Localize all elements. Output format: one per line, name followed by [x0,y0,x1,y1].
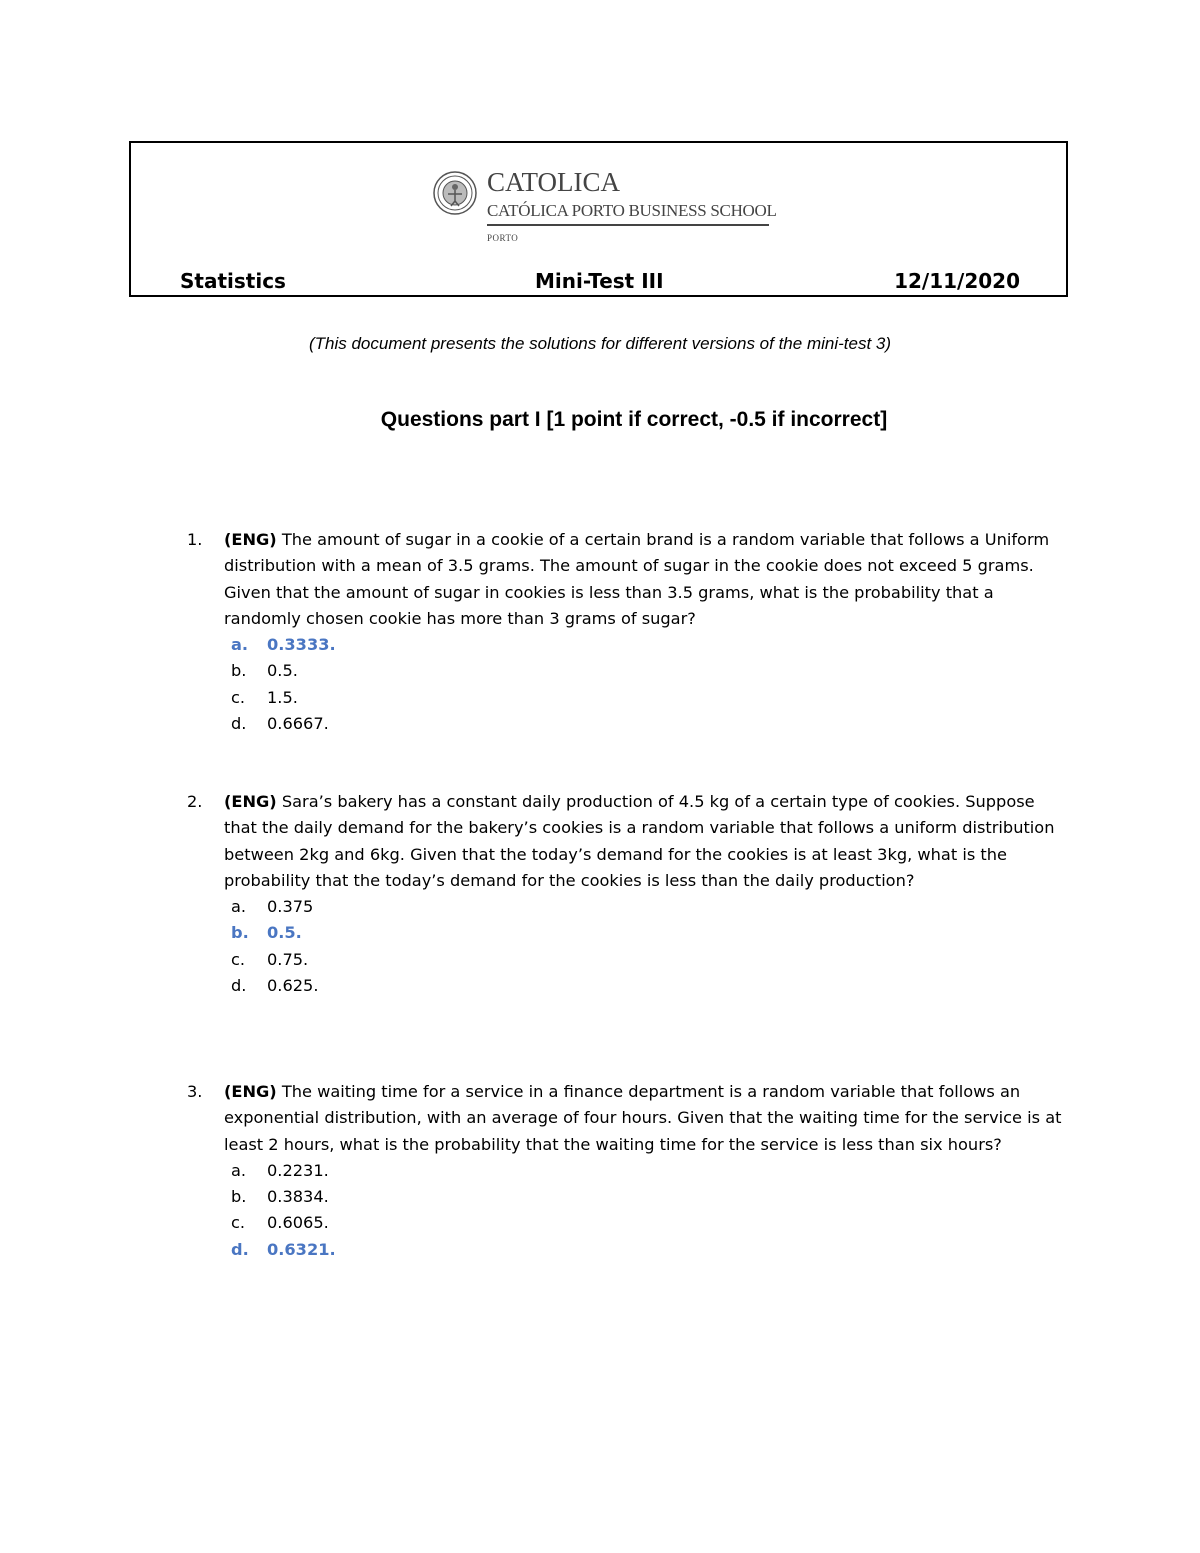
logo-school-name: CATÓLICA PORTO BUSINESS SCHOOL [487,201,777,220]
question-1 [187,527,1067,737]
answer-option-correct: a. 0.3333. [231,635,336,655]
answer-option: b. 0.5. [231,661,298,681]
question-2 [187,789,1067,999]
question-3 [187,1079,1067,1263]
answer-options [231,632,1067,737]
question-text: Sara’s bakery has a constant daily production of 4.5 kg of a certain type of cookies. Suppose that the daily demand for the bakery’s cookies is a random variable that follows a uniform distribution between 2kg and 6kg. Given that the today’s demand for the cookies is at least 3kg, what is the probability that the today’s demand for the cookies is less than the daily production? [224,792,1055,890]
question-language-tag: (ENG) [224,792,277,811]
test-name: Mini-Test III [535,269,664,293]
answer-option: c. 0.6065. [231,1213,329,1233]
section-title: Questions part I [1 point if correct, -0.5 if incorrect] [380,408,888,431]
question-number: 2. [187,792,203,811]
answer-option: a. 0.375 [231,897,314,917]
logo-wordmark: CATOLICA [487,167,621,197]
answer-options [231,894,1067,999]
answer-option: c. 1.5. [231,687,298,707]
answer-option: d. 0.625. [231,976,319,996]
school-logo [433,167,777,247]
answer-options [231,1158,1067,1263]
document-note: (This document presents the solutions for different versions of the mini-test 3) [308,334,892,353]
logo-city: PORTO [487,233,519,243]
question-text: The amount of sugar in a cookie of a certain brand is a random variable that follows a Uniform distribution with a mean of 3.5 grams. The amount of sugar in the cookie does not exceed 5 grams. Given that the amount of sugar in cookies is less than 3.5 grams, what is the probability that a randomly chosen cookie has more than 3 grams of sugar? [224,530,1050,628]
question-text: The waiting time for a service in a finance department is a random variable that follows an exponential distribution, with an average of four hours. Given that the waiting time for the service is at least 2 hours, what is the probability that the waiting time for the service is less than six hours? [224,1082,1062,1154]
document-header [129,141,1068,297]
question-language-tag: (ENG) [224,1082,277,1101]
answer-option: b. 0.3834. [231,1187,329,1207]
question-number: 3. [187,1082,203,1101]
question-language-tag: (ENG) [224,530,277,549]
subject-label: Statistics [180,269,286,293]
logo-divider [487,224,769,226]
test-date: 12/11/2020 [894,269,1020,293]
answer-option-correct: b. 0.5. [231,923,302,943]
question-number: 1. [187,530,203,549]
answer-option: d. 0.6667. [231,714,329,734]
answer-option: a. 0.2231. [231,1160,329,1180]
answer-option: c. 0.75. [231,949,309,969]
university-seal-icon [433,171,477,215]
answer-option-correct: d. 0.6321. [231,1239,336,1259]
